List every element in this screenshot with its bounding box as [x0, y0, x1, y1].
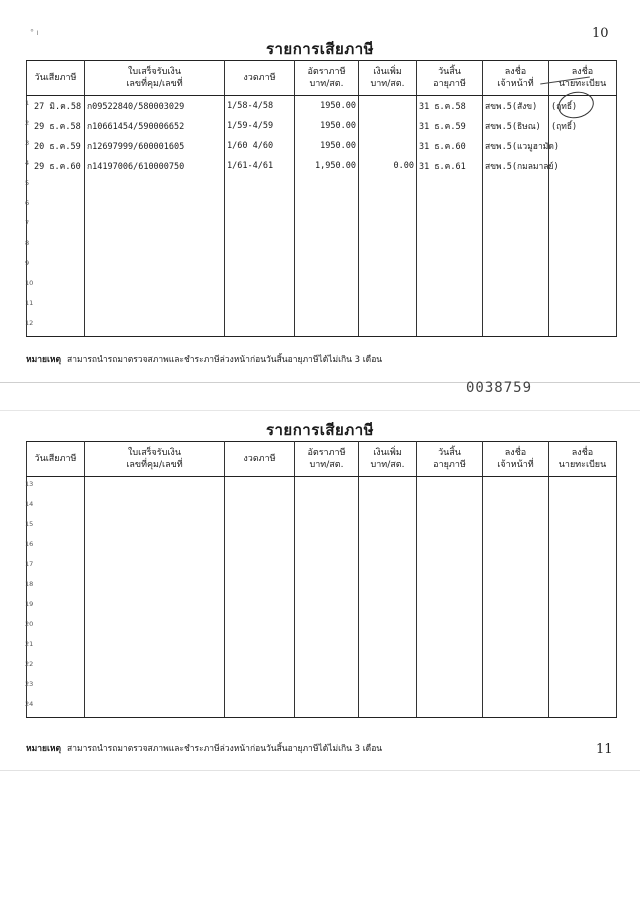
- receipt-cell: ก14197006/610000750: [85, 156, 225, 176]
- row-number: 22: [25, 660, 34, 668]
- registrar-signature-cell: [549, 176, 617, 196]
- officer-signature-cell: [483, 497, 549, 517]
- page-number-bottom: 11: [596, 742, 613, 757]
- tax-table-bottom: [26, 441, 617, 718]
- tax-rate-cell: [295, 577, 359, 597]
- table-row: [27, 677, 617, 697]
- surcharge-cell: [359, 597, 417, 617]
- surcharge-cell: 0.00: [359, 156, 417, 176]
- officer-signature-cell: [483, 477, 549, 498]
- registrar-signature-cell: [549, 677, 617, 697]
- column-header-pay-date: วันเสียภาษี: [27, 61, 85, 96]
- officer-signature-cell: [483, 637, 549, 657]
- scan-divider-2: [0, 410, 640, 411]
- pay-date-cell: [27, 96, 85, 117]
- officer-signature-cell: [483, 176, 549, 196]
- tax-period-cell: [225, 517, 295, 537]
- table-row: [27, 276, 617, 296]
- table-row: [27, 697, 617, 718]
- row-number: 24: [25, 700, 34, 708]
- expiry-date-cell: [417, 637, 483, 657]
- table-row: [27, 196, 617, 216]
- table-row: [27, 557, 617, 577]
- receipt-cell: [85, 517, 225, 537]
- surcharge-cell: [359, 577, 417, 597]
- pay-date-cell: [27, 557, 85, 577]
- receipt-cell: [85, 617, 225, 637]
- table-row: [27, 497, 617, 517]
- row-number: 21: [25, 640, 34, 648]
- expiry-date-cell: [417, 316, 483, 337]
- tax-table-top: [26, 60, 617, 337]
- tax-period-cell: [225, 577, 295, 597]
- surcharge-cell: [359, 557, 417, 577]
- registrar-signature-cell: (ฤทธิ์): [549, 96, 617, 117]
- receipt-cell: [85, 597, 225, 617]
- surcharge-cell: [359, 697, 417, 718]
- row-number: 19: [25, 600, 34, 608]
- expiry-date-cell: [417, 216, 483, 236]
- officer-signature-cell: สขพ.5(กมลมาลย์): [483, 156, 549, 176]
- expiry-date-cell: [417, 517, 483, 537]
- tax-rate-cell: [295, 256, 359, 276]
- column-header-registrar-signature: ลงชื่อ นายทะเบียน: [549, 61, 617, 96]
- registrar-signature-cell: [549, 196, 617, 216]
- tax-rate-cell: 1950.00: [295, 136, 359, 156]
- table-row: [27, 657, 617, 677]
- registrar-signature-cell: [549, 657, 617, 677]
- tax-rate-cell: [295, 296, 359, 316]
- table-row: [27, 176, 617, 196]
- tax-period-cell: [225, 296, 295, 316]
- pay-date-value: 27 มิ.ค.58: [34, 102, 82, 112]
- receipt-cell: [85, 296, 225, 316]
- row-number: 12: [25, 319, 34, 327]
- column-header-officer-signature: ลงชื่อ เจ้าหน้าที่: [483, 61, 549, 96]
- tax-rate-cell: [295, 216, 359, 236]
- tax-period-cell: 1/61-4/61: [225, 156, 295, 176]
- officer-signature-cell: สขพ.5(แวมูฮามัด): [483, 136, 549, 156]
- expiry-date-cell: [417, 617, 483, 637]
- tax-rate-cell: [295, 236, 359, 256]
- expiry-date-cell: [417, 537, 483, 557]
- row-number: 5: [25, 179, 30, 187]
- pay-date-cell: [27, 236, 85, 256]
- tax-rate-cell: 1,950.00: [295, 156, 359, 176]
- tax-period-cell: 1/58-4/58: [225, 96, 295, 117]
- row-number: 1: [25, 99, 30, 107]
- pay-date-cell: [27, 196, 85, 216]
- tax-period-cell: [225, 216, 295, 236]
- surcharge-cell: [359, 216, 417, 236]
- tax-period-cell: [225, 477, 295, 498]
- officer-signature-cell: [483, 597, 549, 617]
- receipt-cell: [85, 236, 225, 256]
- registrar-signature-cell: [549, 557, 617, 577]
- table-row: [27, 116, 617, 136]
- scan-edge: [0, 770, 640, 771]
- tax-period-cell: 1/60 4/60: [225, 136, 295, 156]
- surcharge-cell: [359, 657, 417, 677]
- pay-date-cell: [27, 176, 85, 196]
- tax-period-cell: [225, 196, 295, 216]
- expiry-date-cell: [417, 236, 483, 256]
- surcharge-cell: [359, 96, 417, 117]
- row-number: 2: [25, 119, 30, 127]
- tax-rate-cell: [295, 196, 359, 216]
- receipt-cell: [85, 697, 225, 718]
- header-row: [27, 442, 617, 477]
- table-row: [27, 517, 617, 537]
- table-row: [27, 617, 617, 637]
- pay-date-cell: [27, 597, 85, 617]
- table-row: [27, 96, 617, 117]
- registrar-signature-cell: [549, 617, 617, 637]
- row-number: 13: [25, 480, 34, 488]
- note-label: หมายเหตุ: [26, 744, 61, 754]
- receipt-cell: [85, 276, 225, 296]
- pay-date-cell: [27, 537, 85, 557]
- tax-rate-cell: [295, 677, 359, 697]
- table-row: [27, 216, 617, 236]
- surcharge-cell: [359, 517, 417, 537]
- officer-signature-cell: [483, 577, 549, 597]
- row-number: 20: [25, 620, 34, 628]
- pay-date-cell: [27, 216, 85, 236]
- surcharge-cell: [359, 477, 417, 498]
- receipt-cell: ก12697999/600001605: [85, 136, 225, 156]
- officer-signature-cell: สขพ.5(ธิษณ): [483, 116, 549, 136]
- expiry-date-cell: [417, 597, 483, 617]
- receipt-cell: [85, 677, 225, 697]
- tax-period-cell: [225, 256, 295, 276]
- pay-date-cell: [27, 637, 85, 657]
- tax-rate-cell: [295, 176, 359, 196]
- registrar-signature-cell: [549, 517, 617, 537]
- tax-period-cell: [225, 537, 295, 557]
- tax-period-cell: [225, 276, 295, 296]
- surcharge-cell: [359, 296, 417, 316]
- registrar-signature-cell: [549, 216, 617, 236]
- officer-signature-cell: [483, 617, 549, 637]
- expiry-date-cell: 31 ธ.ค.59: [417, 116, 483, 136]
- officer-signature-cell: [483, 657, 549, 677]
- expiry-date-cell: [417, 296, 483, 316]
- receipt-cell: [85, 497, 225, 517]
- tax-rate-cell: [295, 697, 359, 718]
- registrar-signature-cell: [549, 256, 617, 276]
- row-number: 7: [25, 219, 30, 227]
- officer-signature-cell: [483, 276, 549, 296]
- note-text: สามารถนำรถมาตรวจสภาพและชำระภาษีล่วงหน้าก่อนวันสิ้นอายุภาษีได้ไม่เกิน 3 เดือน: [67, 744, 383, 754]
- surcharge-cell: [359, 316, 417, 337]
- surcharge-cell: [359, 497, 417, 517]
- pay-date-value: 29 ธ.ค.60: [34, 162, 81, 172]
- row-number: 14: [25, 500, 34, 508]
- surcharge-cell: [359, 236, 417, 256]
- column-header-receipt: ใบเสร็จรับเงิน เลขที่คุม/เลขที่: [85, 442, 225, 477]
- tax-rate-cell: [295, 316, 359, 337]
- note-top: [26, 352, 382, 366]
- row-number: 3: [25, 139, 30, 147]
- expiry-date-cell: [417, 256, 483, 276]
- surcharge-cell: [359, 637, 417, 657]
- registrar-signature-cell: [549, 697, 617, 718]
- tax-rate-cell: [295, 497, 359, 517]
- officer-signature-cell: [483, 537, 549, 557]
- receipt-cell: ก09522840/580003029: [85, 96, 225, 117]
- registrar-signature-cell: [549, 497, 617, 517]
- receipt-cell: [85, 176, 225, 196]
- page-number-top: 10: [592, 26, 609, 41]
- table-row: [27, 136, 617, 156]
- note-bottom: [26, 741, 382, 755]
- pay-date-cell: [27, 276, 85, 296]
- expiry-date-cell: 31 ธ.ค.60: [417, 136, 483, 156]
- surcharge-cell: [359, 617, 417, 637]
- surcharge-cell: [359, 537, 417, 557]
- expiry-date-cell: [417, 176, 483, 196]
- pay-date-cell: [27, 256, 85, 276]
- tax-rate-cell: [295, 557, 359, 577]
- column-header-tax-period: งวดภาษี: [225, 442, 295, 477]
- pay-date-cell: [27, 697, 85, 718]
- tax-rate-cell: [295, 517, 359, 537]
- surcharge-cell: [359, 116, 417, 136]
- table-row: [27, 156, 617, 176]
- tax-rate-cell: [295, 637, 359, 657]
- column-header-tax-rate: อัตราภาษี บาท/สต.: [295, 442, 359, 477]
- row-number: 17: [25, 560, 34, 568]
- column-header-expiry-date: วันสิ้น อายุภาษี: [417, 61, 483, 96]
- pay-date-value: 20 ธ.ค.59: [34, 142, 81, 152]
- receipt-cell: [85, 657, 225, 677]
- expiry-date-cell: [417, 477, 483, 498]
- note-text: สามารถนำรถมาตรวจสภาพและชำระภาษีล่วงหน้าก่อนวันสิ้นอายุภาษีได้ไม่เกิน 3 เดือน: [67, 355, 383, 365]
- tax-period-cell: [225, 597, 295, 617]
- expiry-date-cell: [417, 557, 483, 577]
- pay-date-cell: [27, 116, 85, 136]
- expiry-date-cell: [417, 697, 483, 718]
- column-header-receipt: ใบเสร็จรับเงิน เลขที่คุม/เลขที่: [85, 61, 225, 96]
- pay-date-cell: [27, 316, 85, 337]
- officer-signature-cell: [483, 557, 549, 577]
- expiry-date-cell: [417, 196, 483, 216]
- pay-date-cell: [27, 677, 85, 697]
- row-number: 10: [25, 279, 34, 287]
- table-row: [27, 256, 617, 276]
- table-row: [27, 477, 617, 498]
- receipt-cell: [85, 537, 225, 557]
- column-header-pay-date: วันเสียภาษี: [27, 442, 85, 477]
- expiry-date-cell: [417, 677, 483, 697]
- registrar-signature-cell: (ฤทธิ์): [549, 116, 617, 136]
- table-row: [27, 637, 617, 657]
- surcharge-cell: [359, 136, 417, 156]
- header-row: [27, 61, 617, 96]
- registrar-signature-cell: [549, 637, 617, 657]
- surcharge-cell: [359, 196, 417, 216]
- column-header-expiry-date: วันสิ้น อายุภาษี: [417, 442, 483, 477]
- pay-date-cell: [27, 296, 85, 316]
- officer-signature-cell: [483, 256, 549, 276]
- registrar-signature-cell: [549, 477, 617, 498]
- column-header-surcharge: เงินเพิ่ม บาท/สต.: [359, 61, 417, 96]
- tax-rate-cell: [295, 537, 359, 557]
- receipt-cell: [85, 477, 225, 498]
- tax-rate-cell: [295, 477, 359, 498]
- row-number: 9: [25, 259, 30, 267]
- pay-date-cell: [27, 477, 85, 498]
- registrar-signature-cell: [549, 296, 617, 316]
- officer-signature-cell: [483, 697, 549, 718]
- serial-number: 0038759: [466, 380, 533, 396]
- surcharge-cell: [359, 677, 417, 697]
- expiry-date-cell: [417, 657, 483, 677]
- row-number: 15: [25, 520, 34, 528]
- receipt-cell: [85, 256, 225, 276]
- registrar-signature-cell: [549, 597, 617, 617]
- column-header-registrar-signature: ลงชื่อ นายทะเบียน: [549, 442, 617, 477]
- column-header-tax-period: งวดภาษี: [225, 61, 295, 96]
- tax-period-cell: [225, 557, 295, 577]
- expiry-date-cell: [417, 276, 483, 296]
- expiry-date-cell: [417, 577, 483, 597]
- pay-date-cell: [27, 657, 85, 677]
- tax-rate-cell: [295, 597, 359, 617]
- row-number: 16: [25, 540, 34, 548]
- officer-signature-cell: [483, 677, 549, 697]
- expiry-date-cell: [417, 497, 483, 517]
- officer-signature-cell: [483, 236, 549, 256]
- tax-rate-cell: 1950.00: [295, 96, 359, 117]
- officer-signature-cell: [483, 216, 549, 236]
- column-header-tax-rate: อัตราภาษี บาท/สต.: [295, 61, 359, 96]
- receipt-cell: [85, 196, 225, 216]
- row-number: 11: [25, 299, 34, 307]
- tax-period-cell: [225, 617, 295, 637]
- pay-date-cell: [27, 577, 85, 597]
- surcharge-cell: [359, 276, 417, 296]
- registrar-signature-cell: [549, 316, 617, 337]
- pay-date-cell: [27, 617, 85, 637]
- row-number: 23: [25, 680, 34, 688]
- pay-date-value: 29 ธ.ค.58: [34, 122, 81, 132]
- column-header-surcharge: เงินเพิ่ม บาท/สต.: [359, 442, 417, 477]
- officer-signature-cell: สขพ.5(สังข): [483, 96, 549, 117]
- tax-rate-cell: 1950.00: [295, 116, 359, 136]
- pay-date-cell: [27, 517, 85, 537]
- scan-divider: [0, 382, 640, 383]
- row-number: 8: [25, 239, 30, 247]
- corner-mark: ° ı: [30, 28, 39, 37]
- tax-period-cell: [225, 677, 295, 697]
- row-number: 6: [25, 199, 30, 207]
- receipt-cell: [85, 577, 225, 597]
- table-row: [27, 316, 617, 337]
- expiry-date-cell: 31 ธ.ค.58: [417, 96, 483, 117]
- tax-period-cell: [225, 697, 295, 718]
- receipt-cell: [85, 316, 225, 337]
- row-number: 4: [25, 159, 30, 167]
- pay-date-cell: [27, 497, 85, 517]
- expiry-date-cell: 31 ธ.ค.61: [417, 156, 483, 176]
- table-row: [27, 236, 617, 256]
- tax-period-cell: [225, 176, 295, 196]
- tax-rate-cell: [295, 617, 359, 637]
- officer-signature-cell: [483, 517, 549, 537]
- note-label: หมายเหตุ: [26, 355, 61, 365]
- receipt-cell: ก10661454/590006652: [85, 116, 225, 136]
- table-row: [27, 537, 617, 557]
- table-title-bottom: รายการเสียภาษี: [265, 421, 375, 439]
- surcharge-cell: [359, 176, 417, 196]
- table-title-top: รายการเสียภาษี: [265, 40, 375, 58]
- receipt-cell: [85, 216, 225, 236]
- pay-date-cell: [27, 156, 85, 176]
- registrar-signature-cell: [549, 537, 617, 557]
- registrar-signature-cell: [549, 236, 617, 256]
- tax-period-cell: 1/59-4/59: [225, 116, 295, 136]
- pay-date-cell: [27, 136, 85, 156]
- tax-period-cell: [225, 497, 295, 517]
- tax-period-cell: [225, 316, 295, 337]
- tax-rate-cell: [295, 657, 359, 677]
- tax-rate-cell: [295, 276, 359, 296]
- table-row: [27, 296, 617, 316]
- receipt-cell: [85, 637, 225, 657]
- tax-period-cell: [225, 657, 295, 677]
- officer-signature-cell: [483, 296, 549, 316]
- row-number: 18: [25, 580, 34, 588]
- registrar-signature-cell: [549, 577, 617, 597]
- tax-period-cell: [225, 236, 295, 256]
- officer-signature-cell: [483, 196, 549, 216]
- table-row: [27, 597, 617, 617]
- table-row: [27, 577, 617, 597]
- receipt-cell: [85, 557, 225, 577]
- tax-period-cell: [225, 637, 295, 657]
- officer-signature-cell: [483, 316, 549, 337]
- column-header-officer-signature: ลงชื่อ เจ้าหน้าที่: [483, 442, 549, 477]
- registrar-signature-cell: [549, 276, 617, 296]
- surcharge-cell: [359, 256, 417, 276]
